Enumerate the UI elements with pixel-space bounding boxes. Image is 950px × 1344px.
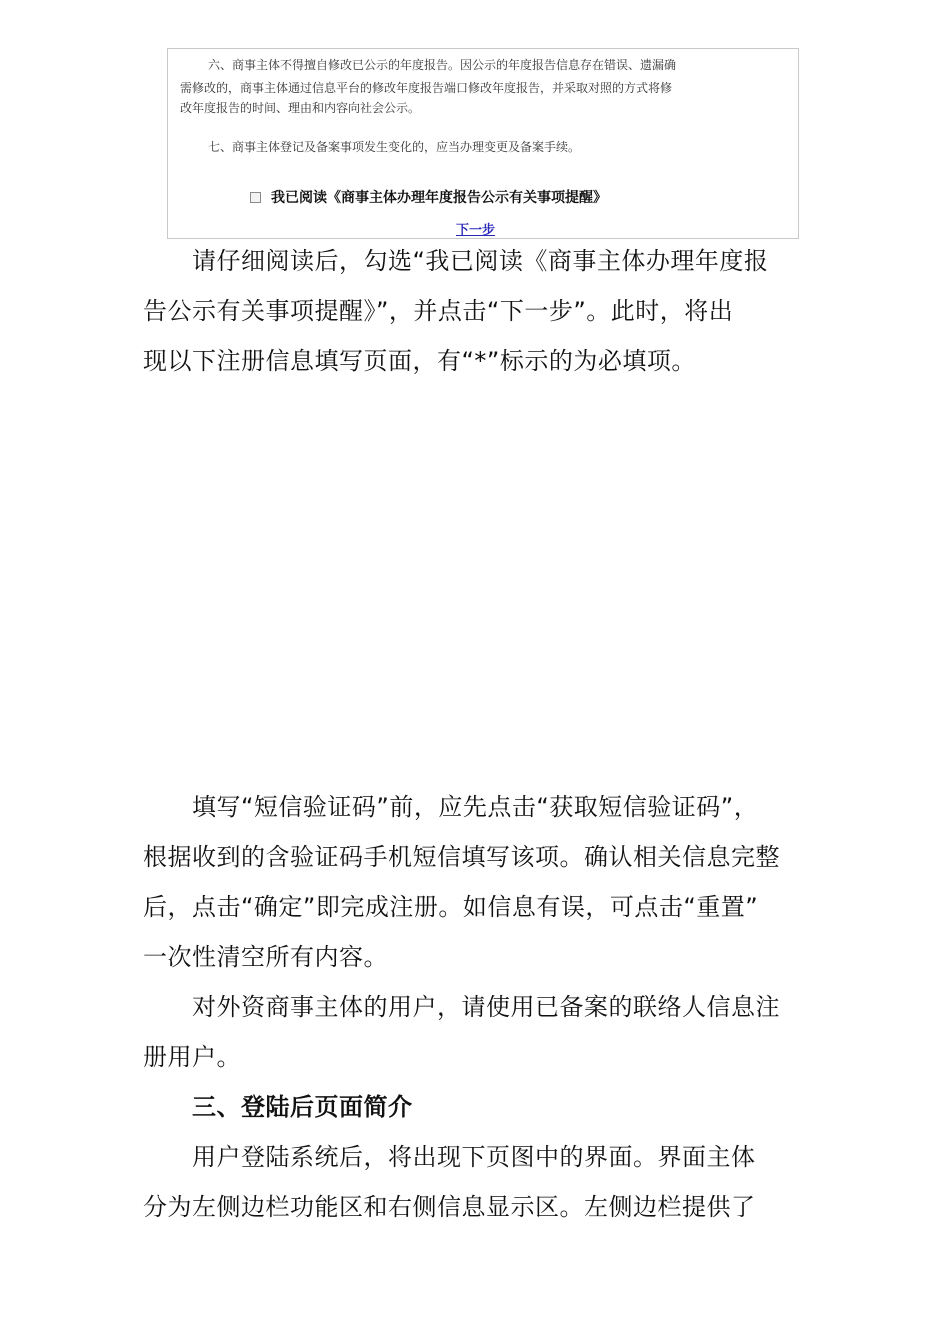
agree-label: 我已阅读《商事主体办理年度报告公示有关事项提醒》 bbox=[271, 190, 607, 206]
paragraph-2-line-4: 一次性清空所有内容。 bbox=[143, 943, 388, 971]
paragraph-3-line-2: 册用户。 bbox=[143, 1043, 241, 1071]
paragraph-1-line-2: 告公示有关事项提醒》”，并点击“下一步”。此时，将出 bbox=[143, 297, 734, 325]
item-7: 七、商事主体登记及备案事项发生变化的，应当办理变更及备案手续。 bbox=[208, 140, 581, 154]
agree-checkbox[interactable] bbox=[250, 192, 261, 203]
paragraph-3-line-1: 对外资商事主体的用户，请使用已备案的联络人信息注 bbox=[143, 993, 780, 1021]
item-6-line-2: 需修改的，商事主体通过信息平台的修改年度报告端口修改年度报告，并采取对照的方式将修 bbox=[180, 81, 673, 95]
paragraph-4-line-1: 用户登陆系统后，将出现下页图中的界面。界面主体 bbox=[143, 1143, 756, 1171]
agree-row bbox=[250, 187, 607, 207]
paragraph-1 bbox=[143, 236, 813, 386]
paragraph-2-line-3: 后，点击“确定”即完成注册。如信息有误，可点击“重置” bbox=[143, 893, 759, 921]
paragraph-1-line-1: 请仔细阅读后，勾选“我已阅读《商事主体办理年度报 bbox=[143, 247, 769, 275]
paragraph-1-line-3: 现以下注册信息填写页面，有“*”标示的为必填项。 bbox=[143, 347, 696, 375]
paragraph-2 bbox=[143, 782, 813, 1232]
paragraph-2-line-2: 根据收到的含验证码手机短信填写该项。确认相关信息完整 bbox=[143, 843, 780, 871]
item-6-line-1: 六、商事主体不得擅自修改已公示的年度报告。因公示的年度报告信息存在错误、遗漏确 bbox=[208, 58, 677, 72]
item-6-line-3: 改年度报告的时间、理由和内容向社会公示。 bbox=[180, 101, 421, 115]
paragraph-2-line-1: 填写“短信验证码”前，应先点击“获取短信验证码”， bbox=[143, 793, 759, 821]
embedded-screenshot bbox=[167, 48, 799, 239]
paragraph-4-line-2: 分为左侧边栏功能区和右侧信息显示区。左侧边栏提供了 bbox=[143, 1193, 756, 1221]
next-step-link[interactable]: 下一步 bbox=[456, 223, 496, 238]
section-heading: 三、登陆后页面简介 bbox=[143, 1093, 413, 1121]
